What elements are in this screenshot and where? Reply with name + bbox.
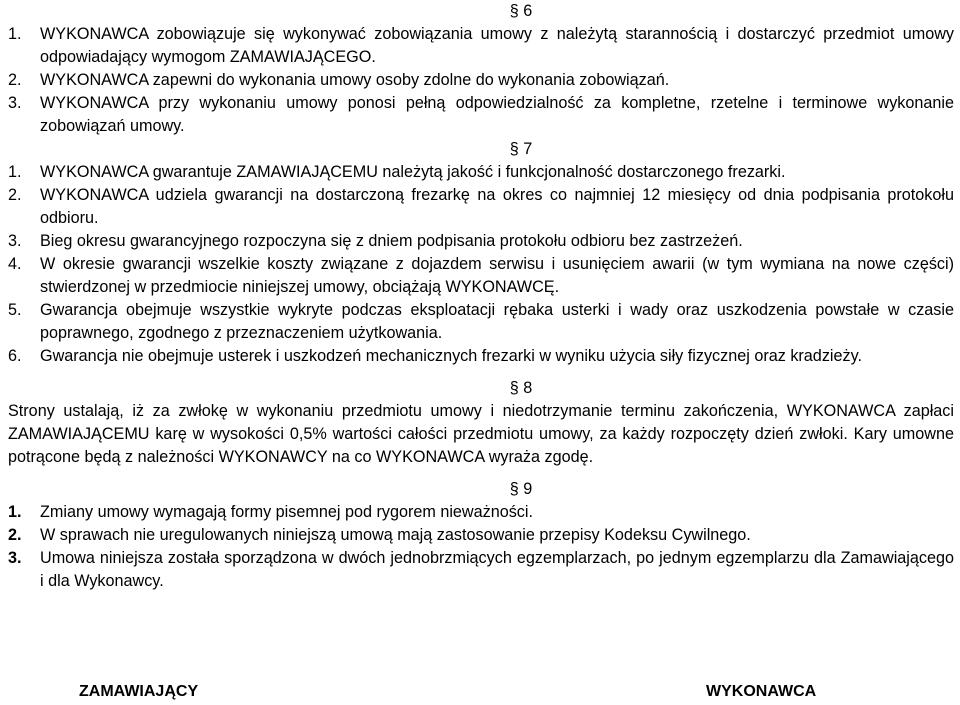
signature-wykonawca: WYKONAWCA [706,683,817,700]
section-8-heading: § 8 [509,379,533,397]
section-9-heading: § 9 [509,480,533,498]
section-6-heading: § 6 [509,2,533,20]
s6-item-3: 3. WYKONAWCA przy wykonaniu umowy ponosi pełną odpowiedzialność za kompletne, rzetelne i terminowe wykonanie zobowiązań umowy. [8,94,954,135]
s7-item-4: 4. W okresie gwarancji wszelkie koszty związane z dojazdem serwisu i usunięciem awarii (w tym wymiana na nowe części) stwierdzonej w przedmiocie niniejszej umowy, obciążają WYKONAWCĘ. [8,255,954,296]
s8-paragraph: Strony ustalają, iż za zwłokę w wykonaniu przedmiotu umowy i niedotrzymanie terminu zakończenia, WYKONAWCA zapłaci ZAMAWIAJĄCEMU karę w wysokości 0,5% wartości całości przedmiotu umowy, za każdy rozpoczęty dzień zwłoki. Kary umowne potrącone będą z należności WYKONAWCY na co WYKONAWCA wyraża zgodę. [8,402,954,466]
signature-zamawiajacy: ZAMAWIAJĄCY [79,683,199,700]
s7-item-6: 6. Gwarancja nie obejmuje usterek i uszkodzeń mechanicznych frezarki w wyniku użycia siły fizycznej oraz kradzieży. [8,347,862,365]
s7-item-1: 1. WYKONAWCA gwarantuje ZAMAWIAJĄCEMU należytą jakość i funkcjonalność dostarczonego frezarki. [8,163,786,181]
s9-item-1: 1. Zmiany umowy wymagają formy pisemnej pod rygorem nieważności. [8,503,533,521]
s9-item-3: 3. Umowa niniejsza została sporządzona w dwóch jednobrzmiących egzemplarzach, po jednym egzemplarzu dla Zamawiającego i dla Wykonawcy. [8,549,954,590]
s7-item-3: 3. Bieg okresu gwarancyjnego rozpoczyna się z dniem podpisania protokołu odbioru bez zastrzeżeń. [8,232,743,250]
s7-item-2: 2. WYKONAWCA udziela gwarancji na dostarczoną frezarkę na okres co najmniej 12 miesięcy od dnia podpisania protokołu odbioru. [8,186,954,227]
s7-item-5: 5. Gwarancja obejmuje wszystkie wykryte podczas eksploatacji rębaka usterki i wady oraz uszkodzenia powstałe w czasie poprawnego, zgodnego z przeznaczeniem użytkowania. [8,301,954,342]
s9-item-2: 2. W sprawach nie uregulowanych niniejszą umową mają zastosowanie przepisy Kodeksu Cywilnego. [8,526,751,544]
section-7-heading: § 7 [509,140,533,158]
document-body [8,0,954,593]
s6-item-1: 1. WYKONAWCA zobowiązuje się wykonywać zobowiązania umowy z należytą starannością i dostarczyć przedmiot umowy odpowiadający wymogom ZAMAWIAJĄCEGO. [8,25,954,66]
s6-item-2: 2. WYKONAWCA zapewni do wykonania umowy osoby zdolne do wykonania zobowiązań. [8,71,670,89]
